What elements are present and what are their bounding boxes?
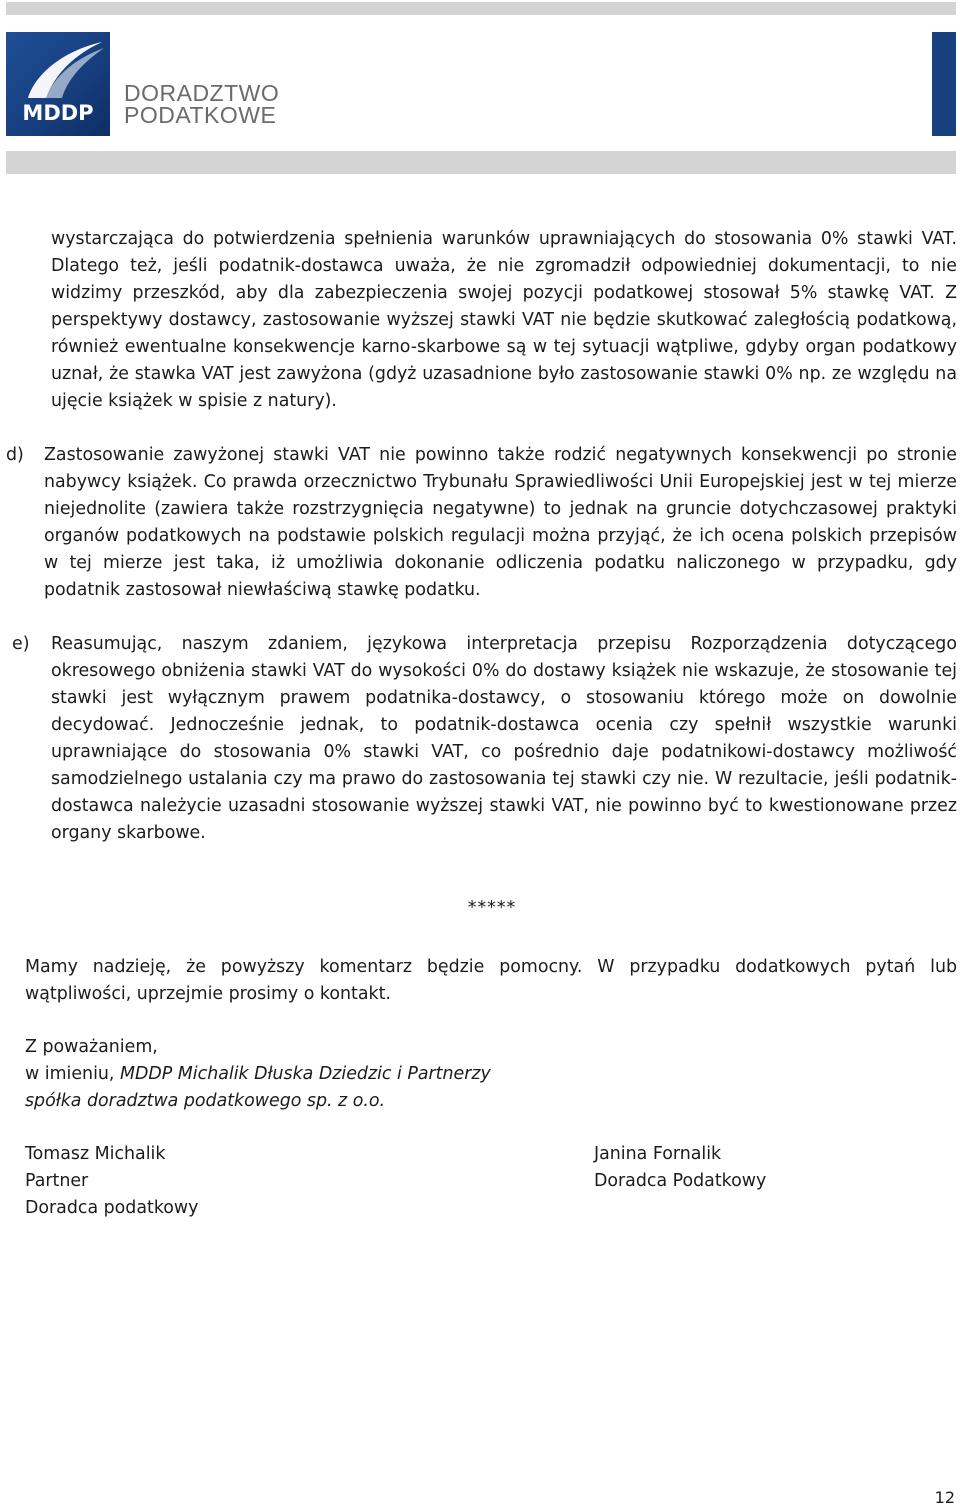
signature-block — [25, 1034, 491, 1115]
brand-name — [124, 82, 279, 126]
signatory-left-role-2: Doradca podatkowy — [25, 1198, 199, 1218]
signatory-left — [25, 1141, 198, 1222]
closing-paragraph: Mamy nadzieję, że powyższy komentarz będzie pomocny. W przypadku dodatkowych pytań lub wątpliwości, uprzejmie prosimy o kontakt. — [25, 957, 957, 1004]
signatory-left-role-1: Partner — [25, 1171, 89, 1191]
signatory-left-name: Tomasz Michalik — [25, 1144, 166, 1164]
item-e-label: e) — [12, 634, 30, 654]
paragraph-c-continued: wystarczająca do potwierdzenia spełnienia warunków uprawniających do stosowania 0% stawki VAT. Dlatego też, jeśli podatnik-dostawca uważa, że nie zgromadził odpowiedniej dokumentacji, to nie widzimy przeszkód, aby dla zabezpieczenia swojej pozycji podatkowej stosował 5% stawkę VAT. Z perspektywy dostawcy, zastosowanie wyższej stawki VAT nie będzie skutkować zaległością podatkową, również ewentualne konsekwencje karno-skarbowe są w tej sytuacji wątpliwe, gdyby organ podatkowy uznał, że stawka VAT jest zawyżona (gdyż uzasadnione było zastosowanie stawki 0% np. ze względu na ujęcie książek w spisie z natury). — [51, 229, 957, 411]
page-number: 12 — [934, 1488, 955, 1507]
header-bottom-rule — [6, 151, 956, 174]
company-name: MDDP Michalik Dłuska Dziedzic i Partnerzy — [120, 1064, 491, 1084]
header-accent-bar — [932, 32, 956, 136]
signatory-right-role-1: Doradca Podatkowy — [594, 1171, 767, 1191]
company-legal-form: spółka doradztwa podatkowego sp. z o.o. — [25, 1091, 386, 1111]
logo-text: MDDP — [22, 101, 94, 125]
item-e-text: Reasumując, naszym zdaniem, językowa interpretacja przepisu Rozporządzenia dotyczącego okresowego obniżenia stawki VAT do wysokości 0% do dostawy książek nie wskazuje, że stosowanie tej stawki jest wyłącznym prawem podatnika-dostawcy, o stosowaniu którego może on dowolnie decydować. Jednocześnie jednak, to podatnik-dostawca ocenia czy spełnił wszystkie warunki uprawniające do stosowania 0% stawki VAT, co pośrednio daje podatnikowi-dostawcy możliwość samodzielnego ustalania czy ma prawo do zastosowania tej stawki czy nie. W rezultacie, jeśli podatnik-dostawca należycie uzasadni stosowanie wyższej stawki VAT, nie powinno być to kwestionowane przez organy skarbowe. — [51, 634, 957, 843]
greeting: Z poważaniem, — [25, 1037, 158, 1057]
item-d-text: Zastosowanie zawyżonej stawki VAT nie powinno także rodzić negatywnych konsekwencji po stronie nabywcy książek. Co prawda orzecznictwo Trybunału Sprawiedliwości Unii Europejskiej jest w tej mierze niejednolite (zawiera także rozstrzygnięcia negatywne) to jednak na gruncie dotychczasowej praktyki organów podatkowych na podstawie polskich regulacji można przyjąć, że ich ocena polskich przepisów w tej mierze jest taka, iż umożliwia dokonanie odliczenia podatku naliczonego w przypadku, gdy podatnik zastosował niewłaściwą stawkę podatku. — [44, 445, 957, 600]
signatory-right — [594, 1141, 766, 1195]
section-separator: ***** — [467, 898, 517, 918]
mddp-logo — [6, 32, 110, 136]
item-d-label: d) — [6, 445, 24, 465]
on-behalf-prefix: w imieniu, — [25, 1064, 120, 1084]
on-behalf-line — [25, 1061, 491, 1088]
brand-line-1: DORADZTWO — [124, 80, 280, 106]
signatory-right-name: Janina Fornalik — [594, 1144, 722, 1164]
header-top-rule — [6, 2, 956, 15]
brand-line-2: PODATKOWE — [124, 102, 277, 128]
